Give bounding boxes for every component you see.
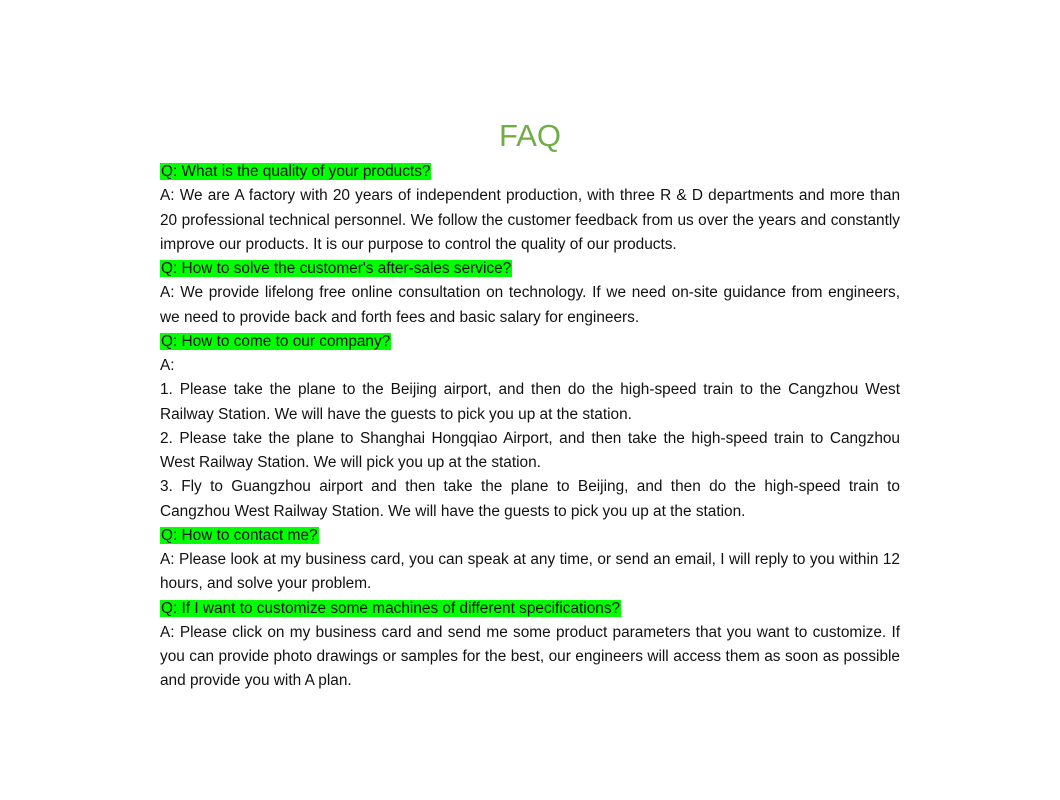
faq-answer-step: 2. Please take the plane to Shanghai Hongqiao Airport, and then take the high-speed train to Cangzhou West Railway Station. We will pick you up at the station. xyxy=(160,429,900,471)
question-text: Q: How to solve the customer's after-sales service? xyxy=(161,260,512,277)
faq-item xyxy=(160,257,900,330)
faq-item xyxy=(160,524,900,597)
faq-answer: A: We are A factory with 20 years of independent production, with three R & D departments and more than 20 professional technical personnel. We follow the customer feedback from us over the years and constantly improve our products. It is our purpose to control the quality of our products. xyxy=(160,187,900,253)
faq-answer: A: Please look at my business card, you can speak at any time, or send an email, I will reply to you within 12 hours, and solve your problem. xyxy=(160,551,900,593)
faq-answer: A: Please click on my business card and send me some product parameters that you want to customize. If you can provide photo drawings or samples for the best, our engineers will access them as soon as possible and provide you with A plan. xyxy=(160,623,900,690)
question-text: Q: If I want to customize some machines of different specifications? xyxy=(161,599,621,617)
faq-answer: A: We provide lifelong free online consultation on technology. If we need on-site guidance from engineers, we need to provide back and forth fees and basic salary for engineers. xyxy=(160,284,900,326)
faq-question xyxy=(160,257,900,281)
faq-item xyxy=(160,597,900,694)
faq-answer-step: 3. Fly to Guangzhou airport and then take the plane to Beijing, and then do the high-speed train to Cangzhou West Railway Station. We will have the guests to pick you up at the station. xyxy=(160,478,900,520)
question-text: Q: How to contact me? xyxy=(161,526,318,544)
faq-item xyxy=(160,330,900,524)
faq-question xyxy=(160,597,900,621)
faq-answer-step: 1. Please take the plane to the Beijing airport, and then do the high-speed train to the Cangzhou West Railway Station. We will have the guests to pick you up at the station. xyxy=(160,381,900,423)
faq-item xyxy=(160,160,900,257)
faq-question xyxy=(160,160,900,184)
faq-answer-label: A: xyxy=(160,357,175,374)
faq-question xyxy=(160,330,900,354)
question-text: Q: How to come to our company? xyxy=(161,332,391,350)
faq-question xyxy=(160,524,900,548)
faq-list xyxy=(160,160,900,694)
page-title: FAQ xyxy=(498,118,561,153)
question-text: Q: What is the quality of your products? xyxy=(161,163,431,180)
